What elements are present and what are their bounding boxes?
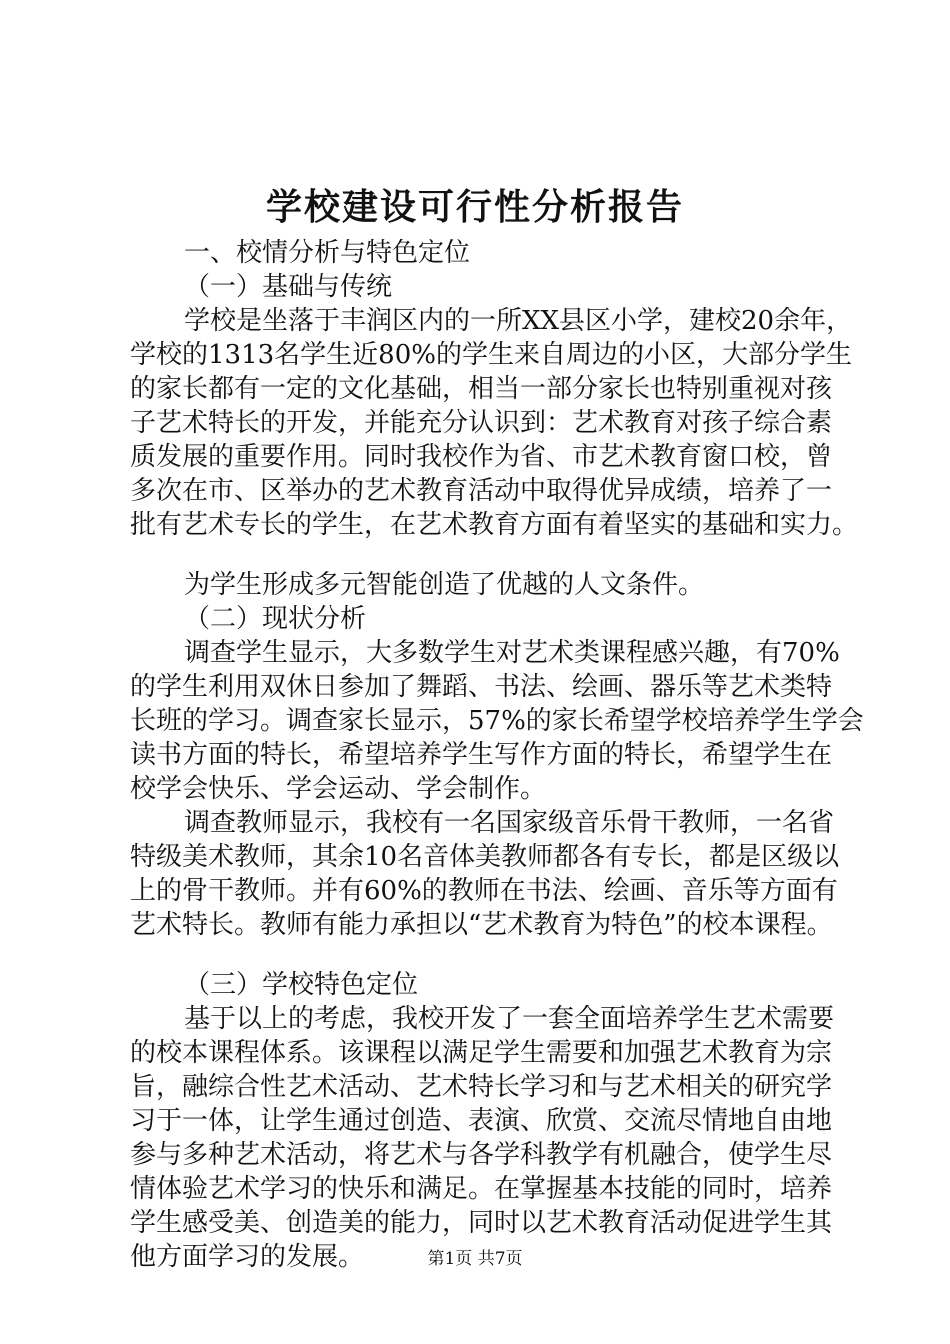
section-heading: 一、校情分析与特色定位 bbox=[184, 238, 471, 268]
paragraph-line: 上的骨干教师。并有60%的教师在书法、绘画、音乐等方面有 bbox=[130, 876, 838, 906]
document-body bbox=[130, 236, 864, 1274]
paragraph-line: 旨，融综合性艺术活动、艺术特长学习和与艺术相关的研究学 bbox=[130, 1072, 833, 1102]
page-number: 第1页 共7页 bbox=[427, 1249, 523, 1269]
paragraph-line: 的家长都有一定的文化基础，相当一部分家长也特别重视对孩 bbox=[130, 374, 833, 404]
paragraph-line: 艺术特长。教师有能力承担以“艺术教育为特色”的校本课程。 bbox=[130, 910, 833, 940]
paragraph-line: 长班的学习。调查家长显示，57%的家长希望学校培养学生学会 bbox=[130, 706, 864, 736]
paragraph-line: 学校是坐落于丰润区内的一所XX县区小学，建校20余年， bbox=[184, 306, 853, 336]
subsection-heading: （三）学校特色定位 bbox=[184, 970, 419, 1000]
paragraph-line: 的校本课程体系。该课程以满足学生需要和加强艺术教育为宗 bbox=[130, 1038, 833, 1068]
paragraph-line: 特级美术教师，其余10名音体美教师都各有专长，都是区级以 bbox=[130, 842, 840, 872]
paragraph-line: 批有艺术专长的学生，在艺术教育方面有着坚实的基础和实力。 bbox=[130, 510, 859, 540]
paragraph-line: 调查学生显示，大多数学生对艺术类课程感兴趣，有70% bbox=[184, 638, 840, 668]
document-title: 学校建设可行性分析报告 bbox=[265, 187, 684, 228]
paragraph-line: 质发展的重要作用。同时我校作为省、市艺术教育窗口校，曾 bbox=[130, 442, 833, 472]
paragraph-line: 子艺术特长的开发，并能充分认识到：艺术教育对孩子综合素 bbox=[130, 408, 833, 438]
paragraph-line: 为学生形成多元智能创造了优越的人文条件。 bbox=[184, 570, 705, 600]
paragraph-line: 读书方面的特长，希望培养学生写作方面的特长，希望学生在 bbox=[130, 740, 833, 770]
paragraph-line: 校学会快乐、学会运动、学会制作。 bbox=[130, 774, 547, 804]
paragraph-line: 学生感受美、创造美的能力，同时以艺术教育活动促进学生其 bbox=[130, 1208, 833, 1238]
paragraph-line: 他方面学习的发展。 bbox=[130, 1242, 365, 1272]
subsection-heading: （一）基础与传统 bbox=[184, 272, 393, 302]
paragraph-line: 参与多种艺术活动，将艺术与各学科教学有机融合，使学生尽 bbox=[130, 1140, 833, 1170]
paragraph-line: 调查教师显示，我校有一名国家级音乐骨干教师，一名省 bbox=[184, 808, 835, 838]
paragraph-line: 学校的1313名学生近80%的学生来自周边的小区，大部分学生 bbox=[130, 340, 852, 370]
paragraph-line: 习于一体，让学生通过创造、表演、欣赏、交流尽情地自由地 bbox=[130, 1106, 833, 1136]
paragraph-line: 多次在市、区举办的艺术教育活动中取得优异成绩，培养了一 bbox=[130, 476, 833, 506]
paragraph-line: 情体验艺术学习的快乐和满足。在掌握基本技能的同时，培养 bbox=[130, 1174, 833, 1204]
paragraph-line: 的学生利用双休日参加了舞蹈、书法、绘画、器乐等艺术类特 bbox=[130, 672, 833, 702]
paragraph-line: 基于以上的考虑，我校开发了一套全面培养学生艺术需要 bbox=[184, 1004, 835, 1034]
subsection-heading: （二）现状分析 bbox=[184, 604, 367, 634]
